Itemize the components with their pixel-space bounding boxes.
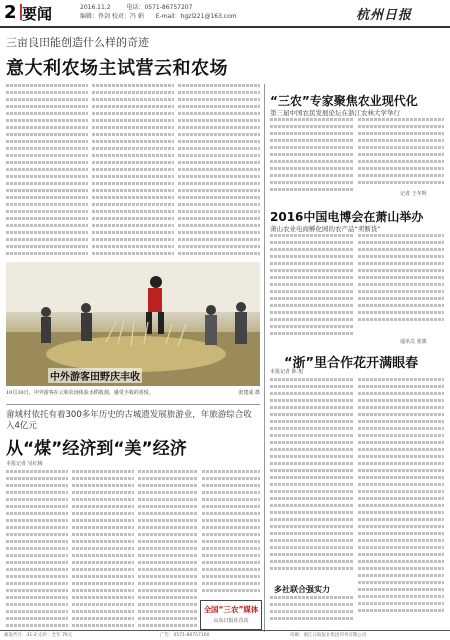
divider bbox=[6, 404, 260, 405]
issue-date: 2016.11.2 bbox=[80, 4, 111, 11]
column-divider bbox=[264, 84, 265, 632]
story2-headline: 从“煤”经济到“美”经济 bbox=[6, 439, 187, 459]
right-top-col-2 bbox=[358, 118, 444, 186]
story2-kicker: 畲域村依托有着300多年历史的古城遗发展旅游业，年旅游综合收入4亿元 bbox=[6, 410, 252, 431]
photo-label: 中外游客田野庆丰收 bbox=[48, 368, 142, 383]
page-header bbox=[0, 0, 450, 28]
right-mid-headline: 2016中国电博会在萧山举办 bbox=[270, 210, 424, 224]
right-top-sub: 第三届中国农民发展论坛在浙江农林大学举行 bbox=[270, 109, 400, 117]
highlight-box bbox=[200, 600, 262, 630]
header-email: E-mail：hgzl221@163.com bbox=[155, 13, 237, 20]
story2-col-2 bbox=[72, 470, 134, 630]
page-number: 2 bbox=[4, 2, 17, 23]
footer-rule bbox=[0, 630, 450, 631]
header-editor: 编辑：佟剑 校对：冯 娟 bbox=[80, 13, 144, 20]
right-bottom-body bbox=[270, 596, 354, 626]
photo-credit: 张建成 摄 bbox=[238, 390, 260, 396]
section-name: 要闻 bbox=[22, 5, 53, 23]
lead-photo bbox=[6, 262, 260, 386]
photo-caption-text: 10月30日，中外游客在云和农场体验水稻收割，感受丰收的喜悦。 bbox=[6, 390, 154, 396]
story2-col-3 bbox=[138, 470, 198, 630]
newspaper-logo: 杭州日报 bbox=[356, 8, 413, 23]
lead-body-col-1 bbox=[6, 84, 88, 260]
right-low-byline: 本报记者 陈 旭 bbox=[270, 369, 304, 375]
right-low-headline: “浙”里合作花开满眼春 bbox=[284, 356, 419, 371]
right-low-col-2 bbox=[358, 378, 444, 622]
story2-byline: 本报记者 吴红梅 bbox=[6, 461, 43, 467]
right-mid-byline: 通讯员 张旗 bbox=[400, 339, 427, 345]
footer-mid: 广告：0571-86757160 bbox=[160, 633, 210, 638]
lead-body-col-2 bbox=[92, 84, 174, 260]
lead-headline: 意大利农场主试营云和农场 bbox=[6, 58, 228, 79]
story2-col-4 bbox=[202, 470, 260, 598]
right-mid-sub: 萧山农业电商孵化园的农产品“卖断货” bbox=[270, 225, 381, 233]
story2-col-1 bbox=[6, 470, 68, 630]
photo-caption bbox=[6, 390, 260, 397]
right-mid-col-2 bbox=[358, 234, 444, 334]
right-mid-col-1 bbox=[270, 234, 354, 344]
footer-right: 印刷：浙江日报报业集团印务有限公司 bbox=[290, 633, 367, 638]
header-info bbox=[80, 3, 237, 21]
right-bottom-headline: 多社联合强实力 bbox=[274, 585, 330, 594]
right-low-col-1 bbox=[270, 378, 354, 578]
highlight-box-subtitle: 山东日报社首次 bbox=[213, 618, 249, 624]
header-phone: 电话：0571-86757207 bbox=[126, 4, 193, 11]
right-top-byline: 记者 王冬辉 bbox=[400, 191, 427, 197]
lead-body-col-3 bbox=[178, 84, 260, 260]
right-top-headline: “三农”专家聚焦农业现代化 bbox=[270, 94, 418, 108]
highlight-box-title: 全国“三农”媒体 bbox=[203, 605, 259, 614]
right-top-col-1 bbox=[270, 118, 354, 194]
lead-kicker: 三亩良田能创造什么样的奇迹 bbox=[6, 36, 149, 49]
footer-left: 邮发代号：31-2 定价：全年 76元 bbox=[4, 633, 73, 638]
